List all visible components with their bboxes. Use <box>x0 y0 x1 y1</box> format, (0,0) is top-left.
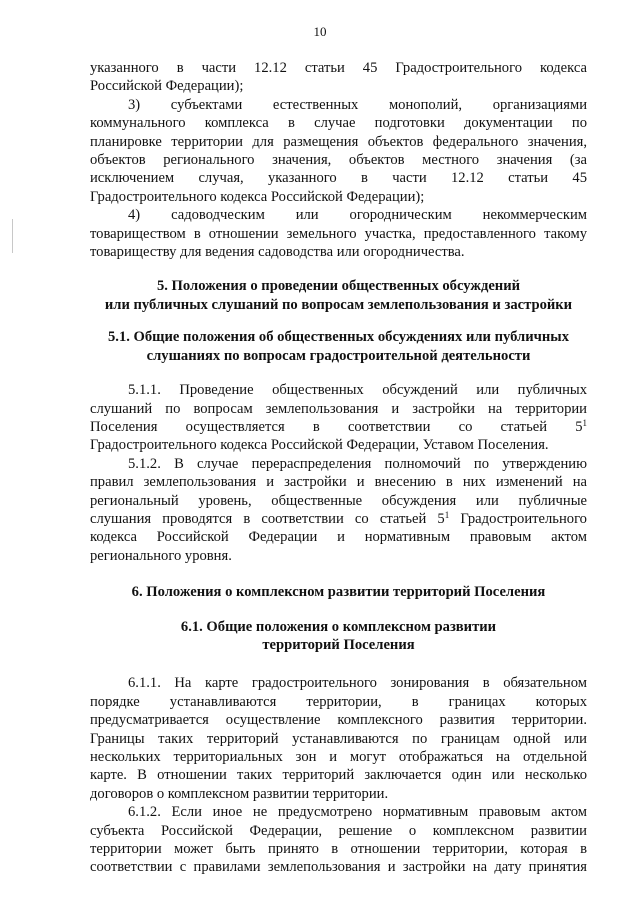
list-item-3-line: коммунального комплекса в случае подготовки документации по <box>90 115 587 132</box>
superscript: 1 <box>582 417 587 428</box>
section-5-heading-line: 5. Положения о проведении общественных обсуждений <box>156 278 521 295</box>
paragraph-5-1-2-line: регионального уровня. <box>90 547 232 564</box>
paragraph-5-1-2-line: региональный уровень, общественные обсуждения или публичные <box>90 492 587 509</box>
list-item-4-line: товариществом в отношении земельного участка, предоставленного такому <box>90 225 587 242</box>
list-item-3-line: объектов регионального значения, объектов местного значения (за <box>90 152 587 169</box>
paragraph-5-1-2-text: слушания проводятся в соответствии со статьей 5 <box>90 510 445 527</box>
paragraph-6-1-1-line: предусматривается осуществление комплексного развития территории. <box>90 712 587 729</box>
paragraph-6-1-1-line: карте. В отношении таких территорий заключается один или несколько <box>90 767 587 784</box>
paragraph-6-1-2-line: субъекта Российской Федерации, решение о комплексном развитии <box>90 822 587 839</box>
list-item-3-line: планировке территории для размещения объектов федерального значения, <box>90 133 587 150</box>
paragraph-6-1-2: 6.1.2. Если иное не предусмотрено нормативным правовым актом <box>128 804 587 821</box>
paragraph-5-1-2: 5.1.2. В случае перераспределения полномочий по утверждению <box>128 455 587 472</box>
margin-mark <box>12 219 13 253</box>
section-5-1-heading-line: 5.1. Общие положения об общественных обсуждениях или публичных <box>108 329 569 346</box>
paragraph-5-1-1-text: Поселения осуществляется в соответствии со статьей 5 <box>90 418 583 435</box>
paragraph-5-1-2-line: правил землепользования и застройки и внесению в них изменений на <box>90 474 587 491</box>
paragraph-5-1-1-line: Градостроительного кодекса Российской Федерации, Уставом Поселения. <box>90 437 549 454</box>
paragraph-6-1-1: 6.1.1. На карте градостроительного зонирования в обязательном <box>128 675 587 692</box>
list-item-3-line: Градостроительного кодекса Российской Федерации); <box>90 188 425 205</box>
list-item-4: 4) садоводческим или огородническим некоммерческим <box>128 207 587 224</box>
paragraph-6-1-1-line: порядке устанавливаются территории, в границах которых <box>90 693 587 710</box>
paragraph-5-1-2-text: Градостроительного <box>449 510 587 527</box>
page-number: 10 <box>313 24 327 39</box>
section-6-1-heading-line: территорий Поселения <box>262 636 415 653</box>
paragraph-5-1-1: 5.1.1. Проведение общественных обсуждений или публичных <box>128 382 587 399</box>
list-item-3: 3) субъектами естественных монополий, организациями <box>128 96 587 113</box>
section-5-heading <box>90 277 587 314</box>
section-5-heading-line: или публичных слушаний по вопросам землепользования и застройки <box>104 296 573 313</box>
paragraph-5-1-2-line <box>90 510 587 528</box>
section-6-1-heading-line: 6.1. Общие положения о комплексном развитии <box>180 618 497 635</box>
paragraph-6-1-1-line: Границы таких территорий устанавливаются по границам одной или <box>90 730 587 747</box>
document-body <box>90 59 587 877</box>
paragraph-6-1-1-line: договоров о комплексном развитии территории. <box>90 785 389 802</box>
section-5-1-heading <box>90 328 587 365</box>
section-6-1-heading <box>90 618 587 655</box>
superscript: 1 <box>444 509 450 520</box>
continuation-line: указанного в части 12.12 статьи 45 Градостроительного кодекса <box>90 60 587 76</box>
paragraph-6-1-1-line: нескольких территориальных зон и могут отображаться на отдельной <box>90 749 587 765</box>
paragraph-6-1-2-line: территории может быть принято в отношении территории, которая в <box>90 841 587 858</box>
list-item-4-line: товариществу для ведения садоводства или огородничества. <box>90 244 465 261</box>
paragraph-5-1-1-line: слушаний по вопросам землепользования и застройки на территории <box>90 400 587 417</box>
paragraph-6-1-2-line: соответствии с правилами землепользования и застройки на дату принятия <box>90 859 587 876</box>
continuation-line: Российской Федерации); <box>90 78 244 95</box>
section-6-heading: 6. Положения о комплексном развитии территорий Поселения <box>131 584 546 601</box>
list-item-3-line: исключением случая, указанного в части 12.12 статьи 45 <box>90 170 587 187</box>
paragraph-5-1-2-line: кодекса Российской Федерации и нормативным правовым актом <box>90 529 587 546</box>
paragraph-5-1-1-line <box>90 418 587 436</box>
section-5-1-heading-line: слушаниях по вопросам градостроительной деятельности <box>146 347 531 364</box>
